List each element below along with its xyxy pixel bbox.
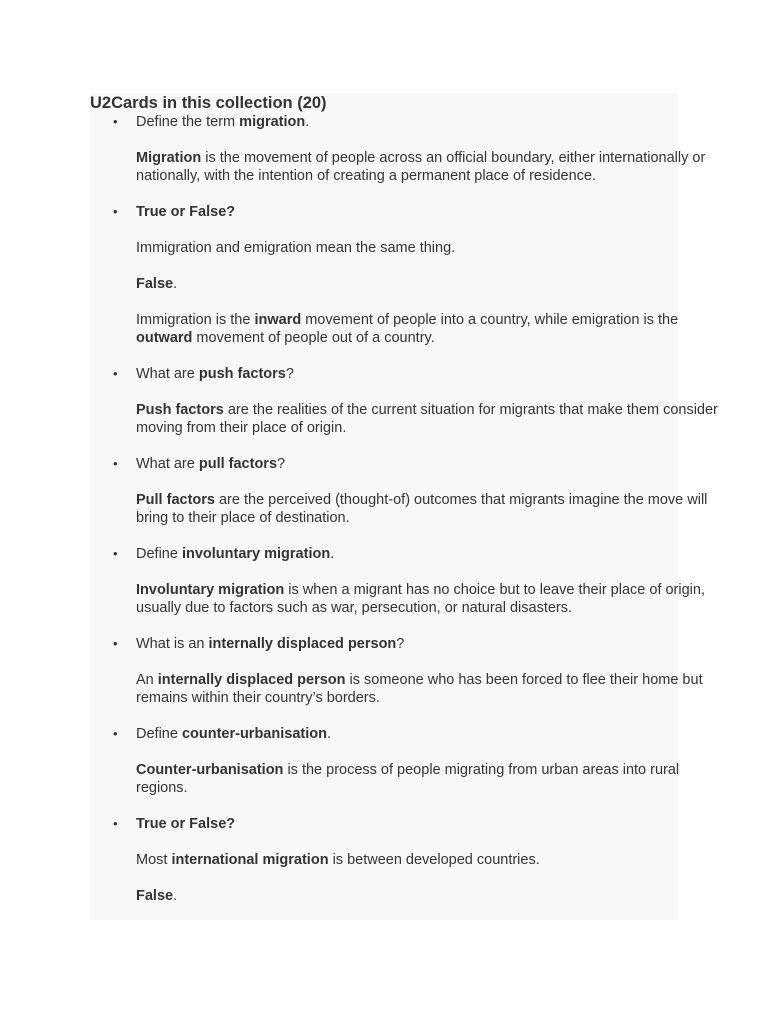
card-question: • Define counter-urbanisation. [136,726,331,742]
card-item [136,725,726,797]
card-answer: Pull factors are the perceived (thought-of) outcomes that migrants imagine the move will bring to their place of destination. [136,492,708,526]
card-item [136,365,726,437]
card-item [136,545,726,617]
card-question: • What are pull factors? [136,456,286,472]
card-statement: Immigration and emigration mean the same thing. [136,240,456,256]
card-statement: Most international migration is between developed countries. [136,852,540,868]
card-question: • What are push factors? [136,366,294,382]
card-question: • Define the term migration. [136,114,310,130]
card-item [136,455,726,527]
card-answer: An internally displaced person is someone who has been forced to flee their home but remains within their country’s borders. [136,672,703,706]
card-answer: Migration is the movement of people across an official boundary, either internationally or nationally, with the intention of creating a permanent place of residence. [136,150,706,184]
card-answer: Counter-urbanisation is the process of people migrating from urban areas into rural regions. [136,762,680,796]
card-answer: Push factors are the realities of the current situation for migrants that make them consider moving from their place of origin. [136,402,718,436]
card-question: • True or False? [136,204,236,220]
card-answer: False. [136,888,178,904]
card-explanation: Immigration is the inward movement of people into a country, while emigration is the outward movement of people out of a country. [136,312,679,346]
card-list [90,113,726,923]
card-question: • What is an internally displaced person? [136,636,405,652]
card-question: • True or False? [136,816,236,832]
card-answer: Involuntary migration is when a migrant has no choice but to leave their place of origin, usually due to factors such as war, persecution, or natural disasters. [136,582,705,616]
card-item [136,635,726,707]
card-item [136,203,726,347]
card-item [136,113,726,185]
card-item [136,815,726,905]
card-answer: False. [136,276,178,292]
card-question: • Define involuntary migration. [136,546,335,562]
page-title: U2Cards in this collection (20) [90,94,327,112]
